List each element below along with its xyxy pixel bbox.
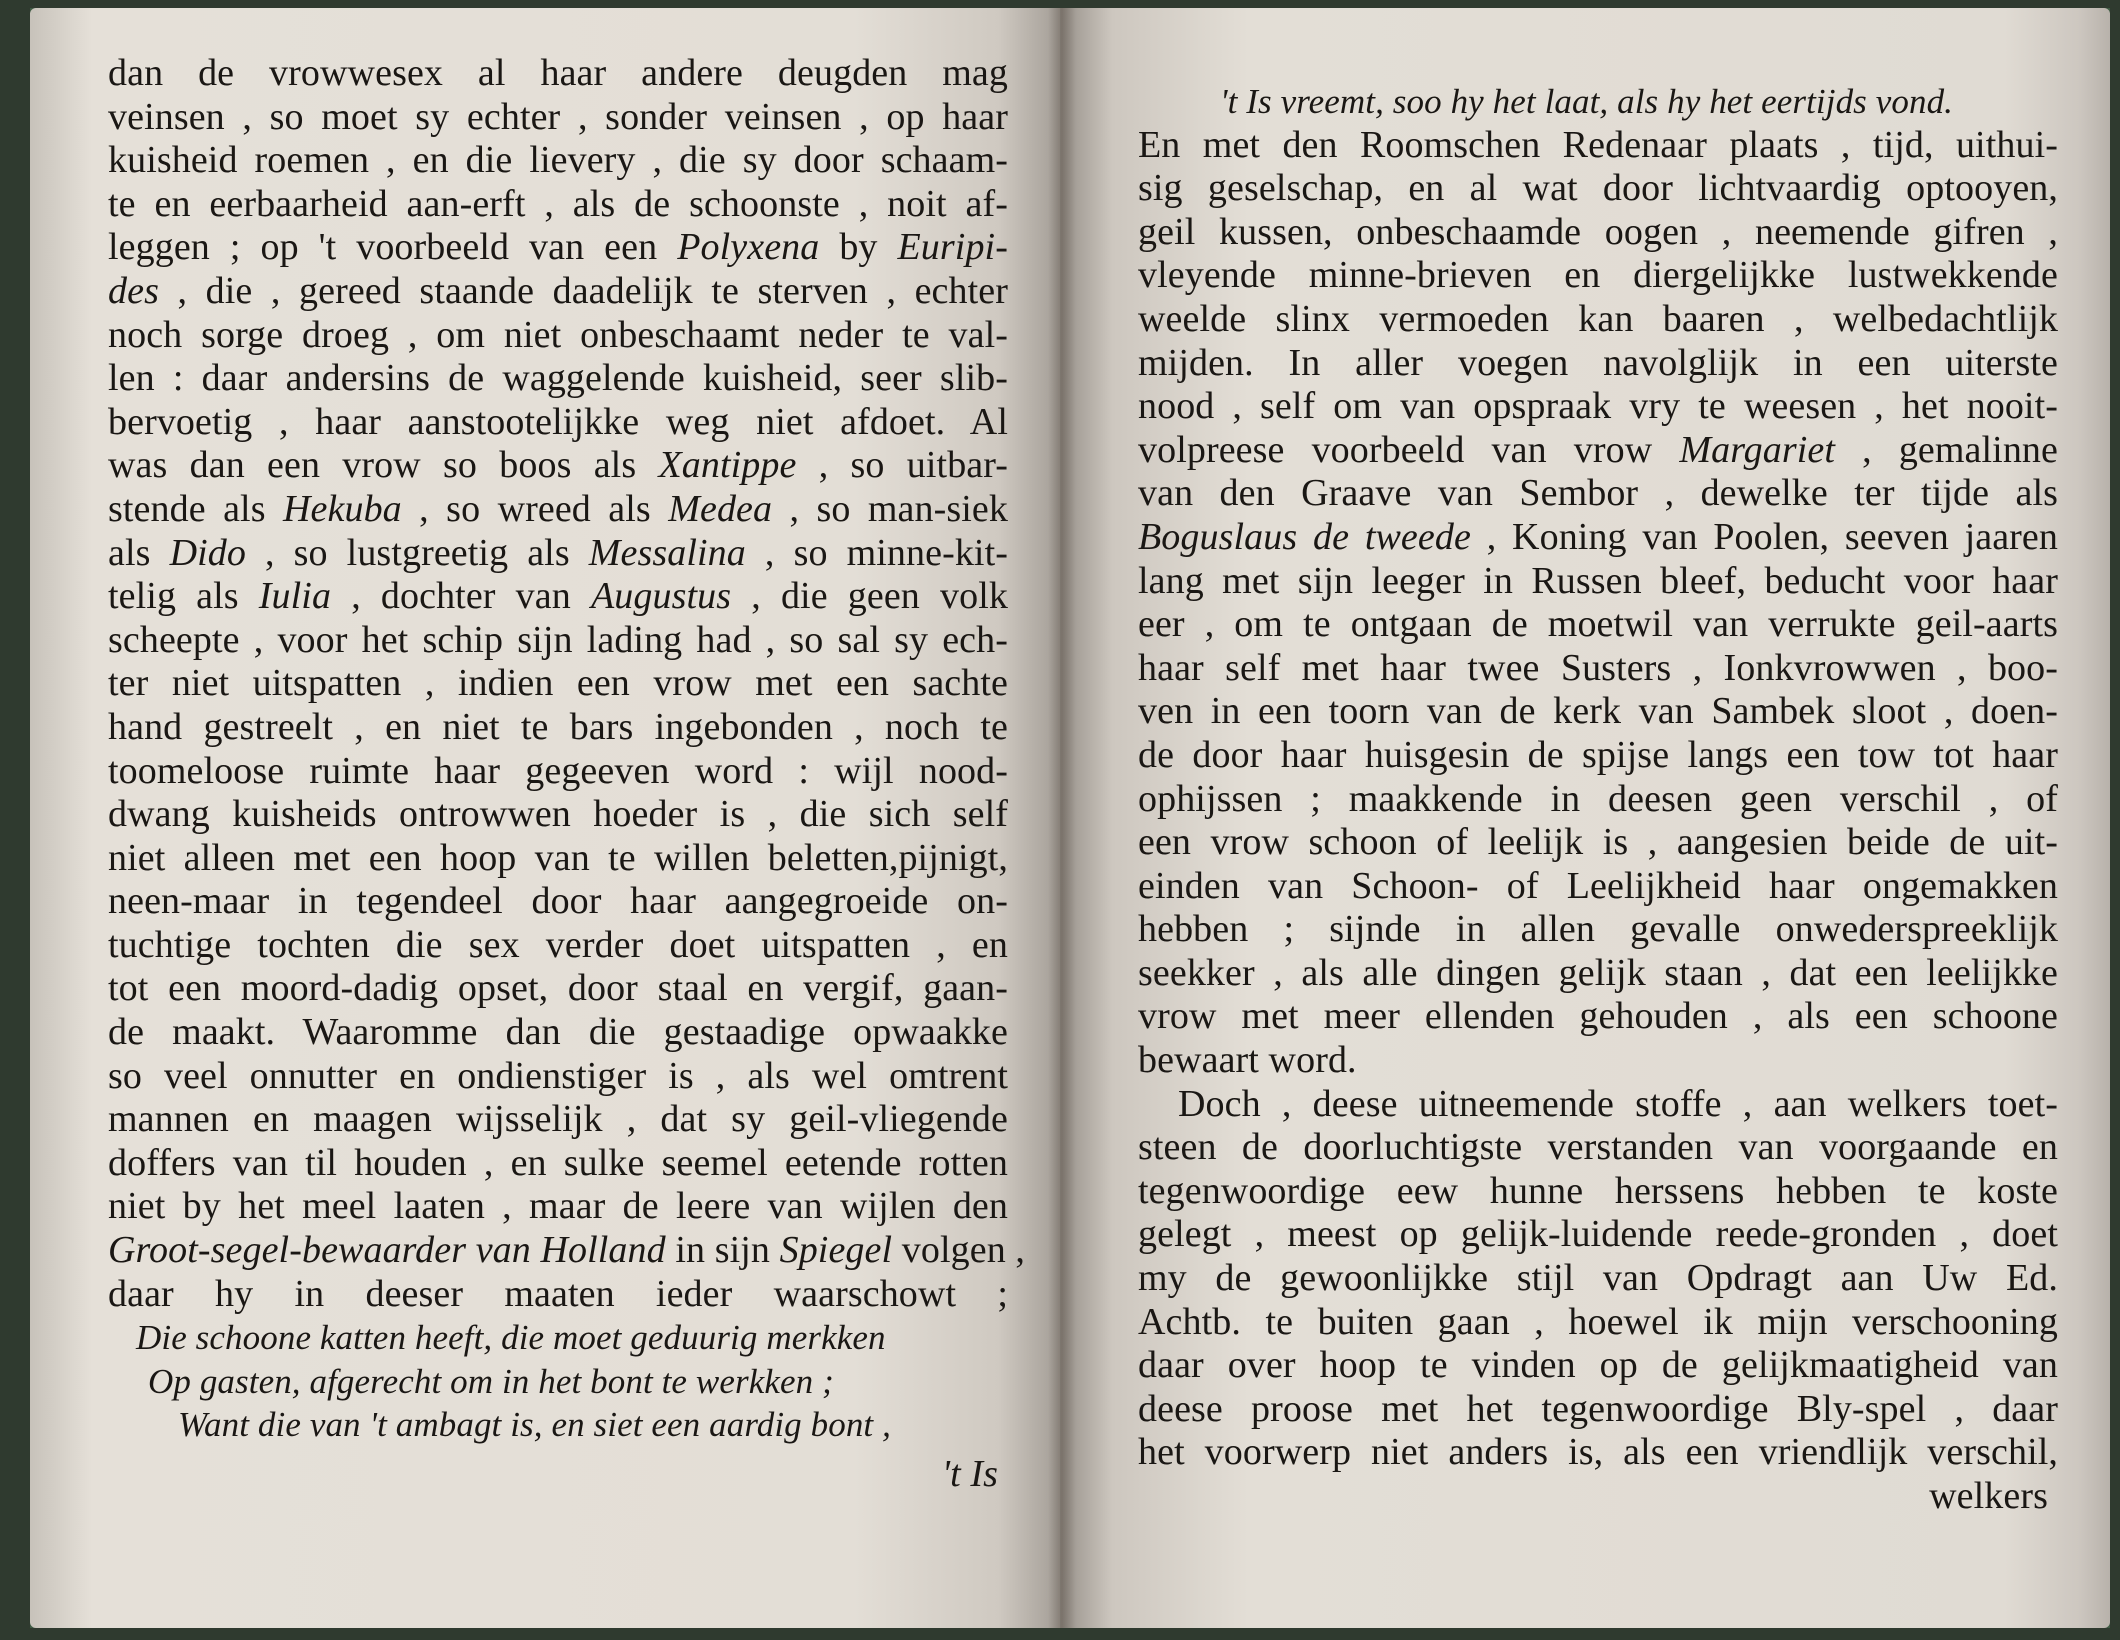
text-run: , die , gereed staande daadelijk te sterven , echter bbox=[158, 269, 1008, 312]
text-run: len : daar andersins de waggelende kuisheid, seer slib- bbox=[108, 357, 1008, 400]
text-run: toomeloose ruimte haar gegeeven word : wijl nood- bbox=[108, 749, 1008, 792]
text-run: scheepte , voor het schip sijn lading had , so sal sy ech- bbox=[108, 618, 1008, 661]
text-run: van den Graave van Sembor , dewelke ter tijde als bbox=[1138, 472, 2058, 515]
text-line bbox=[1138, 1126, 2058, 1170]
text-run: doffers van til houden , en sulke seemel eetende rotten bbox=[108, 1141, 1008, 1184]
text-line bbox=[1138, 1083, 2058, 1127]
italic-text: Messalina bbox=[588, 531, 746, 574]
left-page bbox=[30, 8, 1060, 1628]
italic-text: Polyxena bbox=[677, 226, 820, 269]
text-line bbox=[1138, 995, 2058, 1039]
text-line bbox=[108, 96, 1008, 140]
text-run: ter niet uitspatten , indien een vrow met een sachte bbox=[108, 662, 1008, 705]
italic-text: Euripi- bbox=[897, 226, 1008, 269]
text-run: de maakt. Waaromme dan die gestaadige opwaakke bbox=[108, 1011, 1008, 1054]
text-line bbox=[108, 1229, 1025, 1273]
text-line bbox=[108, 52, 1008, 96]
italic-text: Spiegel bbox=[779, 1229, 893, 1272]
text-run: leggen ; op 't voorbeeld van een bbox=[108, 226, 678, 269]
text-run: vleyende minne-brieven en diergelijkke lustwekkende bbox=[1138, 254, 2058, 297]
text-run: En met den Roomschen Redenaar plaats , tijd, uithui- bbox=[1138, 123, 2058, 166]
text-run: , so wreed als bbox=[401, 487, 669, 530]
text-run: bewaart word. bbox=[1138, 1039, 1357, 1082]
text-line bbox=[108, 183, 1008, 227]
text-run: neen-maar in tegendeel door haar aangegroeide on- bbox=[108, 880, 1008, 923]
left-page-text bbox=[108, 52, 1025, 1497]
text-line bbox=[108, 270, 1008, 314]
text-run: deese proose met het tegenwoordige Bly-spel , daar bbox=[1138, 1387, 2058, 1430]
text-run: steen de doorluchtigste verstanden van voorgaande en bbox=[1138, 1126, 2058, 1169]
text-line bbox=[108, 750, 1008, 794]
text-line bbox=[1138, 124, 2058, 168]
text-line bbox=[108, 924, 1008, 968]
text-run: volpreese voorbeeld van vrow bbox=[1138, 428, 1680, 471]
text-run: telig als bbox=[108, 575, 259, 618]
text-line bbox=[108, 444, 1008, 488]
text-run: eer , om te ontgaan de moetwil van verrukte geil-aarts bbox=[1138, 603, 2058, 646]
text-line bbox=[1138, 342, 2058, 386]
text-run: ophijssen ; maakkende in deesen geen verschil , of bbox=[1138, 777, 2058, 820]
text-run: geil kussen, onbeschaamde oogen , neemende gifren , bbox=[1138, 210, 2058, 253]
text-run: hand gestreelt , en niet te bars ingebonden , noch te bbox=[108, 705, 1008, 748]
verse-line: Want die van 't ambagt is, en siet een aardig bont , bbox=[178, 1405, 891, 1445]
text-line bbox=[1138, 1388, 2058, 1432]
text-run: , so man-siek bbox=[772, 487, 1008, 530]
text-run: niet by het meel laaten , maar de leere van wijlen den bbox=[108, 1185, 1008, 1228]
motto-line: 't Is vreemt, soo hy het laat, als hy het eertijds vond. bbox=[1220, 82, 1954, 121]
text-run: lang met sijn leeger in Russen bleef, beducht voor haar bbox=[1138, 559, 2058, 602]
text-line bbox=[108, 619, 1008, 663]
text-run: bervoetig , haar aanstootelijkke weg niet afdoet. Al bbox=[108, 400, 1008, 443]
italic-text: Augustus bbox=[590, 575, 732, 618]
text-run: , so lustgreetig als bbox=[245, 531, 589, 574]
text-run: sig geselschap, en al wat door lichtvaardig optooyen, bbox=[1138, 167, 2058, 210]
text-run: my de gewoonlijkke stijl van Opdragt aan Uw Ed. bbox=[1138, 1257, 2058, 1300]
italic-text: Groot-segel-bewaarder van Holland bbox=[108, 1229, 666, 1272]
text-run: seekker , als alle dingen gelijk staan , dat een leelijkke bbox=[1138, 951, 2058, 994]
text-run: noch sorge droeg , om niet onbeschaamt neder te val- bbox=[108, 313, 1008, 356]
text-run: einden van Schoon- of Leelijkheid haar ongemakken bbox=[1138, 864, 2058, 907]
verse-line: Die schoone katten heeft, die moet geduurig merkken bbox=[136, 1318, 886, 1358]
text-line bbox=[108, 706, 1008, 750]
text-line bbox=[108, 662, 1008, 706]
text-run: tot een moord-dadig opset, door staal en vergif, gaan- bbox=[108, 967, 1008, 1010]
text-line bbox=[108, 1098, 1008, 1142]
text-line bbox=[1138, 908, 2058, 952]
text-line bbox=[108, 880, 1008, 924]
text-line bbox=[108, 488, 1008, 532]
text-run: kuisheid roemen , en die lievery , die sy door schaam- bbox=[108, 139, 1008, 182]
text-run: hebben ; sijnde in allen gevalle onwederspreeklijk bbox=[1138, 908, 2058, 951]
text-run: haar self met haar twee Susters , Ionkvrowwen , boo- bbox=[1138, 646, 2058, 689]
text-run: gelegt , meest op gelijk-luidende reede-gronden , doet bbox=[1138, 1213, 2058, 1256]
catchword: 't Is bbox=[941, 1453, 998, 1495]
verse-line: Op gasten, afgerecht om in het bont te werkken ; bbox=[148, 1361, 834, 1401]
italic-text: Iulia bbox=[258, 575, 332, 618]
text-run: , die geen volk bbox=[731, 575, 1008, 618]
text-line bbox=[108, 139, 1008, 183]
text-line bbox=[1138, 1170, 2058, 1214]
text-line bbox=[108, 1055, 1008, 1099]
text-run: in sijn bbox=[665, 1229, 780, 1272]
text-line bbox=[1138, 167, 2058, 211]
text-run: als bbox=[108, 531, 170, 574]
text-line bbox=[1138, 385, 2058, 429]
text-run: , dochter van bbox=[331, 575, 591, 618]
catchword: welkers bbox=[1929, 1475, 2048, 1517]
text-run: stende als bbox=[108, 487, 283, 530]
text-run: , gemalinne bbox=[1835, 428, 2058, 471]
text-run: nood , self om van opspraak vry te weesen , het nooit- bbox=[1138, 385, 2058, 428]
text-line bbox=[1138, 298, 2058, 342]
text-line bbox=[1138, 952, 2058, 996]
text-line bbox=[108, 1185, 1008, 1229]
text-line bbox=[1138, 254, 2058, 298]
italic-text: des bbox=[108, 269, 159, 312]
italic-text: Xantippe bbox=[658, 444, 797, 487]
text-line bbox=[1138, 1257, 2058, 1301]
text-run: volgen , bbox=[892, 1229, 1025, 1272]
text-run: Achtb. te buiten gaan , hoewel ik mijn verschooning bbox=[1138, 1300, 2058, 1343]
text-run: ven in een toorn van de kerk van Sambek sloot , doen- bbox=[1138, 690, 2058, 733]
text-line bbox=[108, 357, 1008, 401]
text-line bbox=[1138, 865, 2058, 909]
text-line bbox=[108, 837, 1008, 881]
text-line bbox=[1138, 211, 2058, 255]
italic-text: Dido bbox=[169, 531, 246, 574]
text-run: de door haar huisgesin de spijse langs een tow tot haar bbox=[1138, 733, 2058, 776]
right-page bbox=[1060, 8, 2110, 1628]
text-run: , so minne-kit- bbox=[745, 531, 1008, 574]
text-line bbox=[1138, 1431, 2058, 1475]
text-line bbox=[108, 1273, 1008, 1317]
text-run: daar hy in deeser maaten ieder waarschowt ; bbox=[108, 1272, 1008, 1315]
text-run: het voorwerp niet anders is, als een vriendlijk verschil, bbox=[1138, 1431, 2058, 1474]
text-line bbox=[1138, 603, 2058, 647]
text-run: tuchtige tochten die sex verder doet uitspatten , en bbox=[108, 923, 1008, 966]
book-gutter bbox=[1048, 8, 1076, 1628]
italic-text: Hekuba bbox=[283, 487, 402, 530]
text-line bbox=[1138, 1039, 2058, 1083]
text-run: so veel onnutter en ondienstiger is , als wel omtrent bbox=[108, 1054, 1008, 1097]
text-run: , so uitbar- bbox=[796, 444, 1009, 487]
right-page-text bbox=[1138, 80, 2058, 1519]
text-run: dan de vrowwesex al haar andere deugden mag bbox=[108, 52, 1008, 94]
text-line bbox=[1138, 690, 2058, 734]
text-run: tegenwoordige eew hunne herssens hebben te koste bbox=[1138, 1169, 2058, 1212]
text-line bbox=[108, 401, 1008, 445]
text-line bbox=[108, 314, 1008, 358]
text-line bbox=[1138, 429, 2058, 473]
text-run: te en eerbaarheid aan-erft , als de schoonste , noit af- bbox=[108, 182, 1008, 225]
text-run: daar over hoop te vinden op de gelijkmaatigheid van bbox=[1138, 1344, 2058, 1387]
text-line bbox=[108, 1142, 1008, 1186]
italic-text: Boguslaus de tweede bbox=[1138, 515, 1471, 558]
text-line bbox=[108, 967, 1008, 1011]
text-line bbox=[108, 1011, 1008, 1055]
text-line bbox=[1138, 647, 2058, 691]
italic-text: Margariet bbox=[1679, 428, 1836, 471]
text-line bbox=[1138, 516, 2058, 560]
text-line bbox=[1138, 560, 2058, 604]
text-run: een vrow schoon of leelijk is , aangesien beide de uit- bbox=[1138, 821, 2058, 864]
text-line bbox=[1138, 778, 2058, 822]
text-run: weelde slinx vermoeden kan baaren , welbedachtlijk bbox=[1138, 297, 2058, 340]
text-line bbox=[1138, 1213, 2058, 1257]
text-run: vrow met meer ellenden gehouden , als een schoone bbox=[1138, 995, 2058, 1038]
text-run: niet alleen met een hoop van te willen beletten,pijnigt, bbox=[108, 836, 1008, 879]
text-run: mijden. In aller voegen navolglijk in een uiterste bbox=[1138, 341, 2058, 384]
text-run: dwang kuisheids ontrowwen hoeder is , die sich self bbox=[108, 793, 1008, 836]
text-run: by bbox=[819, 226, 898, 269]
open-book bbox=[30, 8, 2110, 1628]
text-line bbox=[108, 793, 1008, 837]
text-line bbox=[108, 226, 1008, 270]
text-line bbox=[1138, 734, 2058, 778]
text-line bbox=[108, 575, 1008, 619]
text-line bbox=[1138, 1344, 2058, 1388]
italic-text: Medea bbox=[668, 487, 773, 530]
text-run: veinsen , so moet sy echter , sonder veinsen , op haar bbox=[108, 95, 1008, 138]
text-line bbox=[1138, 1301, 2058, 1345]
text-run: , Koning van Poolen, seeven jaaren bbox=[1470, 515, 2058, 558]
text-run: mannen en maagen wijsselijk , dat sy geil-vliegende bbox=[108, 1098, 1008, 1141]
text-line bbox=[1138, 821, 2058, 865]
text-run: was dan een vrow so boos als bbox=[108, 444, 659, 487]
text-line bbox=[1138, 472, 2058, 516]
text-run: Doch , deese uitneemende stoffe , aan welkers toet- bbox=[1178, 1082, 2058, 1125]
text-line bbox=[108, 532, 1008, 576]
